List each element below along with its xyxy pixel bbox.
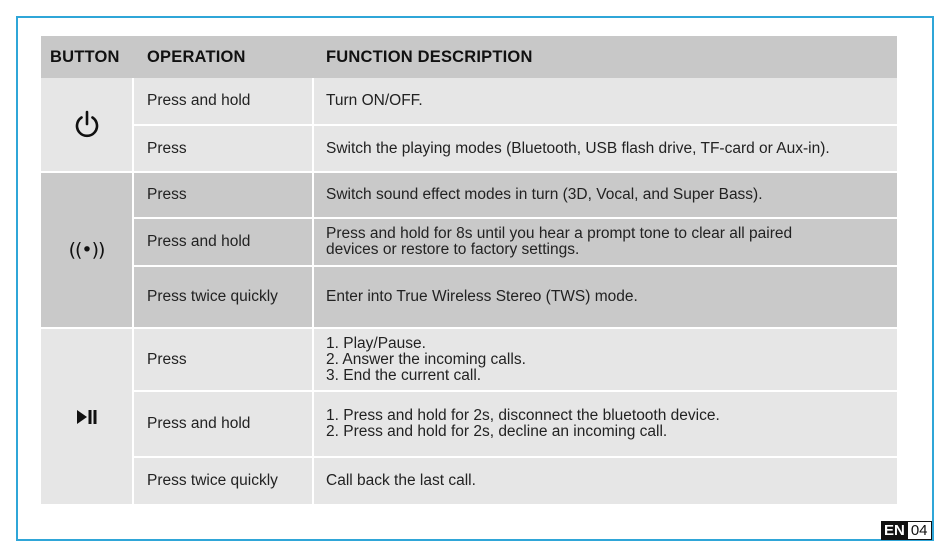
table-row-operation: Press and hold <box>134 392 312 456</box>
table-row-function: Switch sound effect modes in turn (3D, Vocal, and Super Bass). <box>314 173 897 217</box>
broadcast-button-cell <box>41 173 132 327</box>
header-function: FUNCTION DESCRIPTION <box>314 36 897 78</box>
function-line: Press and hold for 8s until you hear a prompt tone to clear all paired <box>326 225 793 242</box>
table-row-function <box>314 219 897 265</box>
function-line: 1. Press and hold for 2s, disconnect the bluetooth device. <box>326 407 720 424</box>
table-row-function: Turn ON/OFF. <box>314 78 897 124</box>
header-operation: OPERATION <box>134 36 312 78</box>
table-row-operation: Press <box>134 173 312 217</box>
power-button-cell <box>41 78 132 171</box>
table-row-operation: Press twice quickly <box>134 267 312 327</box>
header-button: BUTTON <box>41 36 132 78</box>
page-number: 04 <box>908 521 932 540</box>
table-row-operation: Press <box>134 329 312 390</box>
function-line: 1. Play/Pause. <box>326 334 426 352</box>
function-line: 2. Press and hold for 2s, decline an incoming call. <box>326 423 668 440</box>
function-line: devices or restore to factory settings. <box>326 241 580 258</box>
page-number-badge <box>881 521 932 540</box>
table-row-function <box>314 329 897 390</box>
table-row-function: Enter into True Wireless Stereo (TWS) mode. <box>314 267 897 327</box>
function-line: 2. Answer the incoming calls. <box>326 350 526 368</box>
play-pause-icon <box>76 409 98 425</box>
language-label: EN <box>881 521 908 540</box>
table-row-function: Switch the playing modes (Bluetooth, USB flash drive, TF-card or Aux-in). <box>314 126 897 171</box>
table-row-operation: Press <box>134 126 312 171</box>
power-icon <box>72 109 102 141</box>
table-row-function <box>314 392 897 456</box>
function-line: 3. End the current call. <box>326 366 482 384</box>
table-row-function: Call back the last call. <box>314 458 897 504</box>
button-function-table <box>41 36 897 504</box>
table-row-operation: Press twice quickly <box>134 458 312 504</box>
table-row-operation: Press and hold <box>134 78 312 124</box>
broadcast-icon: ((•)) <box>68 239 105 261</box>
play-pause-button-cell <box>41 329 132 504</box>
table-row-operation: Press and hold <box>134 219 312 265</box>
